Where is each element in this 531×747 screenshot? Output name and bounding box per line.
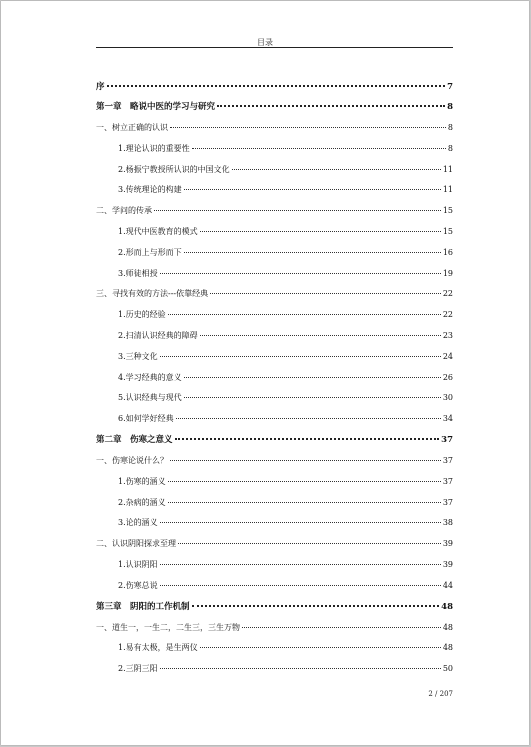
toc-entry-title: 三、寻找有效的方法---依靠经典 [96,289,209,298]
toc-entry-page: 8 [447,144,453,153]
toc-entry-page: 30 [442,393,453,402]
toc-entry-title: 1.易有太极，是生两仪 [118,643,198,652]
toc-entry[interactable] [118,373,453,383]
toc-entry-title: 一、道生一，一生二，二生三，三生万物 [96,623,240,632]
toc-entry[interactable] [118,331,453,341]
toc-entry[interactable] [118,248,453,258]
toc-entry[interactable] [96,435,453,445]
toc-entry-title: 3.传统理论的构建 [118,185,182,194]
toc-entry-title: 二、学问的传承 [96,206,152,215]
toc-entry-page: 37 [442,477,453,486]
toc-entry-title: 第二章 伤寒之意义 [96,435,173,445]
toc-dot-leader [184,397,441,398]
toc-entry-page: 11 [442,185,453,194]
toc-entry-page: 38 [442,518,453,527]
toc-entry-page: 22 [442,289,453,298]
toc-entry-page: 39 [442,560,453,569]
toc-entry[interactable] [118,518,453,528]
document-page [1,1,529,745]
toc-entry-page: 44 [442,581,453,590]
toc-entry-page: 23 [442,331,453,340]
toc-dot-leader [170,127,446,128]
toc-entry-page: 48 [442,643,453,652]
toc-entry-page: 37 [442,456,453,465]
toc-entry-page: 15 [442,227,453,236]
toc-entry[interactable] [96,623,453,633]
toc-entry[interactable] [118,269,453,279]
toc-entry[interactable] [118,185,453,195]
toc-dot-leader [232,169,441,170]
toc-entry-page: 34 [442,414,453,423]
page-number: 2 / 207 [428,690,453,698]
toc-entry-title: 2.扫清认识经典的障碍 [118,331,198,340]
toc-dot-leader [107,85,446,87]
toc-entry-page: 37 [441,435,453,445]
toc-entry[interactable] [118,643,453,653]
toc-entry-page: 37 [442,498,453,507]
toc-entry[interactable] [96,206,453,216]
toc-dot-leader [168,502,441,503]
toc-entry[interactable] [96,602,453,612]
toc-dot-leader [200,335,441,336]
toc-dot-leader [184,252,441,253]
toc-entry-title: 1.现代中医教育的模式 [118,227,198,236]
toc-entry[interactable] [96,289,453,299]
toc-dot-leader [170,460,441,461]
toc-entry-page: 39 [442,539,453,548]
toc-entry[interactable] [118,227,453,237]
toc-dot-leader [176,418,441,419]
toc-dot-leader [175,438,440,440]
toc-dot-leader [200,231,441,232]
toc-entry-page: 8 [447,102,453,112]
toc-entry[interactable] [96,123,453,133]
toc-dot-leader [178,543,441,544]
toc-dot-leader [154,210,441,211]
toc-dot-leader [160,356,441,357]
toc-entry-page: 15 [442,206,453,215]
toc-entry-page: 22 [442,310,453,319]
table-of-contents [1,1,529,745]
toc-entry-title: 1.历史的经验 [118,310,166,319]
toc-entry-title: 序 [96,82,105,92]
toc-entry-page: 48 [441,602,453,612]
toc-dot-leader [184,377,441,378]
toc-dot-leader [184,189,441,190]
toc-entry[interactable] [118,581,453,591]
toc-entry[interactable] [118,477,453,487]
toc-entry[interactable] [118,165,453,175]
toc-entry-title: 2.三阴三阳 [118,664,158,673]
toc-entry-page: 16 [442,248,453,257]
toc-entry[interactable] [118,560,453,570]
toc-dot-leader [242,627,441,628]
toc-entry-title: 3.三种文化 [118,352,158,361]
toc-entry-page: 50 [442,664,453,673]
toc-entry-title: 4.学习经典的意义 [118,373,182,382]
page-header-title: 目录 [257,38,273,47]
toc-entry-page: 24 [442,352,453,361]
toc-entry-page: 26 [442,373,453,382]
toc-entry-page: 11 [442,165,453,174]
toc-entry[interactable] [118,414,453,424]
toc-dot-leader [160,522,441,523]
toc-entry-title: 第三章 阴阳的工作机制 [96,602,190,612]
toc-entry-title: 3.师徒相授 [118,269,158,278]
toc-entry[interactable] [118,664,453,674]
toc-entry-page: 48 [442,623,453,632]
toc-entry-title: 3.论的涵义 [118,518,158,527]
toc-dot-leader [192,605,440,607]
toc-entry-title: 第一章 略说中医的学习与研究 [96,102,216,112]
toc-dot-leader [160,564,441,565]
toc-entry-title: 一、树立正确的认识 [96,123,168,132]
toc-entry-title: 1.理论认识的重要性 [118,144,190,153]
toc-entry[interactable] [118,393,453,403]
toc-entry[interactable] [118,352,453,362]
toc-entry-title: 2.杨振宁教授所认识的中国文化 [118,165,230,174]
toc-entry-title: 1.伤寒的涵义 [118,477,166,486]
toc-entry-title: 2.杂病的涵义 [118,498,166,507]
toc-entry-title: 二、认识阴阳探求至理 [96,539,176,548]
toc-dot-leader [168,314,441,315]
toc-entry-title: 5.认识经典与现代 [118,393,182,402]
toc-dot-leader [200,647,441,648]
toc-entry-title: 一、伤寒论说什么？ [96,456,168,465]
toc-dot-leader [210,293,441,294]
toc-entry-page: 19 [442,269,453,278]
toc-entry[interactable] [118,498,453,508]
toc-entry-page: 8 [447,123,453,132]
toc-entry[interactable] [118,310,453,320]
toc-entry-title: 2.形而上与形而下 [118,248,182,257]
toc-dot-leader [160,668,441,669]
toc-entry[interactable] [96,82,453,92]
toc-dot-leader [217,105,445,107]
toc-entry[interactable] [118,144,453,154]
toc-entry-title: 2.伤寒总说 [118,581,158,590]
toc-entry-page: 7 [447,82,453,92]
toc-entry[interactable] [96,539,453,549]
toc-dot-leader [160,273,441,274]
toc-dot-leader [160,585,441,586]
toc-entry-title: 6.如何学好经典 [118,414,174,423]
toc-dot-leader [192,148,446,149]
toc-entry-title: 1.认识阴阳 [118,560,158,569]
toc-entry[interactable] [96,102,453,112]
toc-entry[interactable] [96,456,453,466]
toc-dot-leader [168,481,441,482]
